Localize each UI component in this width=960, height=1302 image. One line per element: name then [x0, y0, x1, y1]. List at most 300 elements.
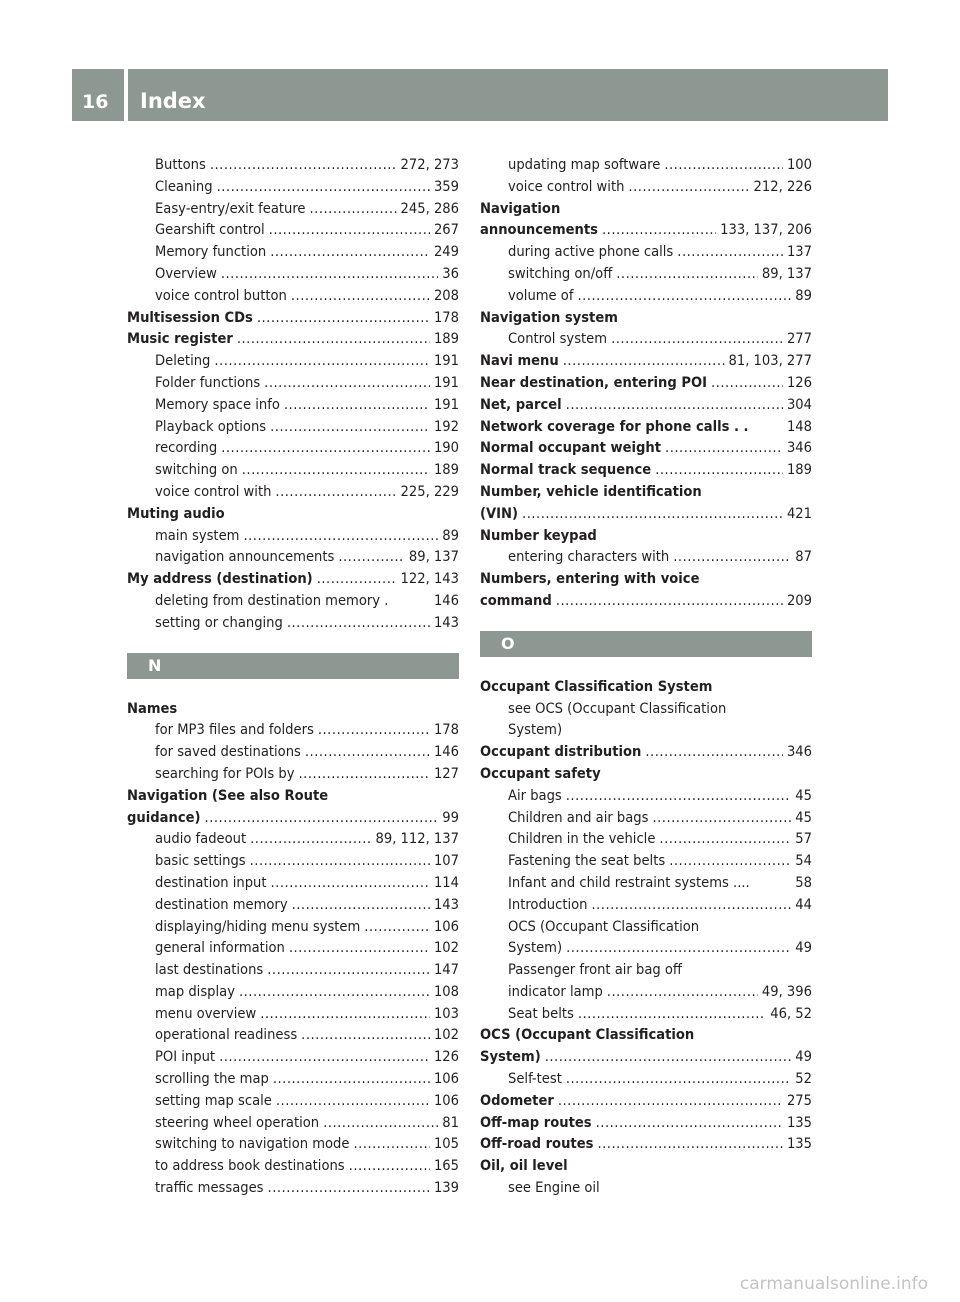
page-reference[interactable]: 139 — [433, 1179, 459, 1197]
page-reference[interactable]: 135 — [786, 1113, 812, 1131]
entry-text: Memory space info — [155, 395, 280, 413]
dot-leader — [270, 241, 430, 263]
page-number: 16 — [82, 91, 109, 113]
dot-leader — [267, 959, 430, 981]
dot-leader — [268, 1177, 430, 1199]
page-reference[interactable]: 89, 137 — [761, 264, 812, 282]
page-reference[interactable]: 178 — [433, 308, 459, 326]
entry-text: OCS (Occupant Classification — [508, 917, 700, 935]
index-subentry — [127, 916, 459, 938]
index-subentry — [127, 1155, 459, 1177]
page-reference[interactable]: 421 — [786, 504, 812, 522]
index-subentry — [480, 698, 812, 720]
dot-leader — [566, 394, 783, 416]
page-reference[interactable]: 133, 137, 206 — [720, 221, 812, 239]
entry-text: Deleting — [155, 352, 211, 370]
dot-leader — [287, 612, 430, 634]
page-reference[interactable]: 189 — [786, 461, 812, 479]
entry-text: searching for POIs by — [155, 764, 295, 782]
entry-text: guidance) — [127, 808, 201, 826]
entry-text: Memory function — [155, 243, 267, 261]
page-reference[interactable]: 277 — [786, 330, 812, 348]
page-reference[interactable]: 346 — [786, 439, 812, 457]
dot-leader — [628, 176, 749, 198]
entry-text: Number, vehicle identification — [480, 482, 702, 500]
dot-leader — [665, 437, 783, 459]
index-entry — [480, 1046, 812, 1068]
index-subentry — [480, 328, 812, 350]
index-subentry — [480, 263, 812, 285]
entry-text: indicator lamp — [508, 982, 603, 1000]
index-subentry — [127, 263, 459, 285]
entry-text: Overview — [155, 264, 217, 282]
index-subentry — [127, 719, 459, 741]
entry-text: Multisession CDs — [127, 308, 253, 326]
entry-text: Music register — [127, 330, 233, 348]
entry-text: Self-test — [508, 1070, 562, 1088]
entry-text: Muting audio — [127, 504, 225, 522]
index-subentry — [480, 828, 812, 850]
page-reference[interactable]: 146 — [433, 591, 459, 609]
dot-leader — [291, 285, 430, 307]
dot-leader — [243, 525, 438, 547]
page-reference[interactable]: 359 — [433, 177, 459, 195]
index-entry — [480, 525, 812, 547]
index-subentry — [480, 176, 812, 198]
page-reference[interactable]: 49 — [795, 1048, 812, 1066]
watermark: carmanualsonline.info — [739, 1274, 928, 1294]
dot-leader — [563, 350, 725, 372]
page-reference[interactable]: 89, 112, 137 — [375, 830, 459, 848]
header-divider — [124, 69, 128, 121]
page-reference[interactable]: 46, 52 — [770, 1004, 812, 1022]
page-reference[interactable]: 52 — [795, 1070, 812, 1088]
page-reference[interactable]: 127 — [433, 764, 459, 782]
dot-leader — [221, 437, 430, 459]
index-entry — [480, 459, 812, 481]
entry-text: Buttons — [155, 156, 206, 173]
entry-text: Numbers, entering with voice — [480, 570, 700, 588]
entry-text: Passenger front air bag off — [508, 961, 682, 979]
entry-text: Playback options — [155, 417, 267, 435]
page-reference[interactable]: 191 — [433, 373, 459, 391]
dot-leader — [664, 154, 783, 176]
entry-text: Children in the vehicle — [508, 830, 656, 848]
index-subentry — [127, 1046, 459, 1068]
entry-text: see Engine oil — [508, 1179, 600, 1197]
page-reference[interactable]: 49, 396 — [761, 982, 812, 1000]
entry-text: Names — [127, 699, 178, 717]
index-entry — [127, 568, 459, 590]
index-subentry — [480, 894, 812, 916]
entry-text: main system — [155, 526, 240, 544]
index-entry — [480, 1112, 812, 1134]
dot-leader — [353, 1133, 429, 1155]
page-reference[interactable]: 191 — [433, 395, 459, 413]
index-subentry — [127, 241, 459, 263]
index-entry — [480, 568, 812, 590]
entry-text: entering characters with — [508, 548, 670, 566]
dot-leader — [284, 394, 430, 416]
index-entry — [480, 763, 812, 785]
index-entry — [480, 372, 812, 394]
index-subentry — [480, 981, 812, 1003]
page-reference[interactable]: 100 — [786, 156, 812, 173]
index-subentry — [480, 916, 812, 938]
index-subentry — [127, 416, 459, 438]
entry-text: see OCS (Occupant Classification — [508, 699, 727, 717]
index-entry — [480, 503, 812, 525]
dot-leader — [669, 850, 791, 872]
index-entry — [480, 198, 812, 220]
dot-leader — [607, 981, 758, 1003]
page-reference[interactable]: 212, 226 — [753, 177, 812, 195]
page-reference[interactable]: 192 — [433, 417, 459, 435]
page-reference[interactable]: 81 — [442, 1113, 459, 1131]
page-reference[interactable]: 49 — [795, 939, 812, 957]
dot-leader — [596, 1112, 783, 1134]
index-subentry — [480, 937, 812, 959]
index-subentry — [127, 763, 459, 785]
index-subentry — [480, 872, 812, 894]
page-reference[interactable]: 135 — [786, 1135, 812, 1153]
entry-text: Gearshift control — [155, 221, 265, 239]
dot-leader — [591, 894, 791, 916]
dot-leader — [655, 459, 783, 481]
page-reference[interactable]: 108 — [433, 982, 459, 1000]
page-reference[interactable]: 245, 286 — [400, 199, 459, 217]
entry-text: Cleaning — [155, 177, 213, 195]
entry-text: Fastening the seat belts — [508, 852, 666, 870]
index-subentry — [127, 981, 459, 1003]
page-reference[interactable]: 209 — [786, 591, 812, 609]
page-reference[interactable]: 45 — [795, 786, 812, 804]
entry-text: destination input — [155, 873, 267, 891]
entry-text: Occupant safety — [480, 764, 601, 782]
index-entry — [480, 1155, 812, 1177]
entry-text: Navigation (See also Route — [127, 786, 329, 804]
page-reference[interactable]: 106 — [433, 917, 459, 935]
dot-leader — [299, 763, 430, 785]
index-subentry — [127, 459, 459, 481]
index-subentry — [480, 241, 812, 263]
dot-leader — [221, 263, 438, 285]
dot-leader — [602, 219, 716, 241]
dot-leader — [250, 850, 430, 872]
index-subentry — [127, 1068, 459, 1090]
index-subentry — [480, 1068, 812, 1090]
dot-leader — [616, 263, 758, 285]
dot-leader — [577, 285, 791, 307]
index-subentry — [127, 176, 459, 198]
entry-text: navigation announcements — [155, 548, 335, 566]
page-reference[interactable]: 148 — [786, 417, 812, 435]
page-reference[interactable]: 190 — [433, 439, 459, 457]
dot-leader — [711, 372, 783, 394]
page-reference[interactable]: 102 — [433, 939, 459, 957]
entry-text: voice control button — [155, 286, 287, 304]
index-entry — [127, 307, 459, 329]
page-reference[interactable]: 102 — [433, 1026, 459, 1044]
dot-leader — [237, 328, 430, 350]
index-subentry — [480, 850, 812, 872]
page-reference[interactable]: 189 — [433, 330, 459, 348]
dot-leader — [264, 372, 430, 394]
entry-text: Children and air bags — [508, 808, 649, 826]
page-reference[interactable]: 267 — [433, 221, 459, 239]
index-entry — [480, 416, 812, 438]
page-reference[interactable]: 106 — [433, 1091, 459, 1109]
page-reference[interactable]: 146 — [433, 743, 459, 761]
dot-leader — [260, 1003, 430, 1025]
index-entry — [480, 394, 812, 416]
entry-text: audio fadeout — [155, 830, 247, 848]
dot-leader — [271, 872, 430, 894]
entry-text: last destinations — [155, 961, 264, 979]
index-entry — [127, 785, 459, 807]
index-subentry — [127, 612, 459, 634]
index-subentry — [127, 590, 459, 612]
dot-leader — [558, 1090, 783, 1112]
index-entry — [127, 328, 459, 350]
index-subentry — [127, 1112, 459, 1134]
dot-leader — [250, 828, 371, 850]
page-reference[interactable]: 36 — [442, 264, 459, 282]
index-subentry — [127, 894, 459, 916]
index-subentry — [127, 1090, 459, 1112]
entry-text: System) — [508, 721, 563, 739]
entry-text: Normal occupant weight — [480, 439, 662, 457]
dot-leader — [349, 1155, 430, 1177]
page-reference[interactable]: 249 — [433, 243, 459, 261]
dot-leader — [611, 328, 783, 350]
index-subentry — [127, 937, 459, 959]
entry-text: Odometer — [480, 1091, 554, 1109]
page-reference[interactable]: 272, 273 — [400, 156, 459, 173]
page-reference[interactable]: 189 — [433, 461, 459, 479]
page-reference[interactable]: 304 — [786, 395, 812, 413]
index-entry — [480, 1024, 812, 1046]
entry-text: OCS (Occupant Classification — [480, 1026, 695, 1044]
page-reference[interactable]: 99 — [442, 808, 459, 826]
entry-text: command — [480, 591, 552, 609]
index-subentry — [127, 154, 459, 176]
entry-text: steering wheel operation — [155, 1113, 320, 1131]
page-reference[interactable]: 54 — [795, 852, 812, 870]
dot-leader — [578, 1003, 766, 1025]
page-reference[interactable]: 143 — [433, 895, 459, 913]
entry-text: switching on — [155, 461, 238, 479]
page-reference[interactable]: 44 — [795, 895, 812, 913]
dot-leader — [673, 546, 791, 568]
index-entry — [480, 676, 812, 698]
page-reference[interactable]: 346 — [786, 743, 812, 761]
index-subentry — [127, 372, 459, 394]
index-subentry — [127, 828, 459, 850]
dot-leader — [305, 741, 430, 763]
entry-text: setting map scale — [155, 1091, 272, 1109]
index-subentry — [127, 1177, 459, 1199]
dot-leader — [301, 1024, 430, 1046]
page-reference[interactable]: 126 — [433, 1048, 459, 1066]
page-reference[interactable]: 178 — [433, 721, 459, 739]
index-subentry — [127, 546, 459, 568]
page-reference[interactable]: 165 — [433, 1157, 459, 1175]
index-entry — [480, 350, 812, 372]
entry-text: traffic messages — [155, 1179, 264, 1197]
dot-leader — [566, 937, 791, 959]
entry-text: System) — [480, 1048, 541, 1066]
index-entry — [480, 481, 812, 503]
page-reference[interactable]: 122, 143 — [400, 570, 459, 588]
index-entry — [480, 1133, 812, 1155]
index-subentry — [480, 546, 812, 568]
dot-leader — [205, 807, 439, 829]
entry-text: switching to navigation mode — [155, 1135, 350, 1153]
page-reference[interactable]: 275 — [786, 1091, 812, 1109]
dot-leader — [276, 1090, 430, 1112]
page-reference[interactable]: 58 — [795, 873, 812, 891]
index-subentry — [480, 785, 812, 807]
entry-text: for saved destinations — [155, 743, 301, 761]
index-subentry — [127, 350, 459, 372]
page-reference[interactable]: 107 — [433, 852, 459, 870]
page-reference[interactable]: 114 — [433, 873, 459, 891]
index-entry — [480, 219, 812, 241]
entry-text: Introduction — [508, 895, 588, 913]
entry-text: (VIN) — [480, 504, 519, 522]
dot-leader — [219, 1046, 430, 1068]
index-subentry — [127, 872, 459, 894]
dot-leader — [210, 154, 397, 176]
entry-text: voice control with — [155, 482, 272, 500]
dot-leader — [275, 481, 396, 503]
index-column-left — [127, 154, 459, 1199]
dot-leader — [364, 916, 430, 938]
page-reference[interactable]: 89, 137 — [408, 548, 459, 566]
index-subentry — [480, 1003, 812, 1025]
page-reference[interactable]: 87 — [795, 548, 812, 566]
page-reference[interactable]: 57 — [795, 830, 812, 848]
entry-text: Off-road routes — [480, 1135, 594, 1153]
index-entry — [480, 437, 812, 459]
page-reference[interactable]: 45 — [795, 808, 812, 826]
page-reference[interactable]: 225, 229 — [400, 482, 459, 500]
page-reference[interactable]: 143 — [433, 613, 459, 631]
entry-text: operational readiness — [155, 1026, 298, 1044]
page-reference[interactable]: 137 — [786, 243, 812, 261]
dot-leader — [270, 416, 430, 438]
index-subentry — [480, 807, 812, 829]
entry-text: recording — [155, 439, 218, 457]
entry-text: menu overview — [155, 1004, 257, 1022]
entry-text: voice control with — [508, 177, 625, 195]
index-subentry — [127, 1133, 459, 1155]
entry-text: general information — [155, 939, 285, 957]
entry-text: Navigation — [480, 199, 561, 217]
section-header: N — [127, 653, 459, 679]
index-subentry — [127, 285, 459, 307]
page-reference[interactable]: 103 — [433, 1004, 459, 1022]
index-subentry — [127, 198, 459, 220]
index-subentry — [480, 154, 812, 176]
index-subentry — [480, 959, 812, 981]
entry-text: scrolling the map — [155, 1070, 269, 1088]
page-reference[interactable]: 126 — [786, 373, 812, 391]
entry-text: deleting from destination memory . — [155, 591, 389, 609]
page-reference[interactable]: 89 — [795, 286, 812, 304]
index-column-right — [480, 154, 812, 1199]
page-reference[interactable]: 81, 103, 277 — [728, 352, 812, 370]
entry-text: Seat belts — [508, 1004, 574, 1022]
page-reference[interactable]: 208 — [433, 286, 459, 304]
dot-leader — [257, 307, 430, 329]
entry-text: Control system — [508, 330, 608, 348]
dot-leader — [242, 459, 430, 481]
entry-text: Normal track sequence — [480, 461, 652, 479]
page-reference[interactable]: 105 — [433, 1135, 459, 1153]
page-reference[interactable]: 89 — [442, 526, 459, 544]
dot-leader — [214, 350, 430, 372]
index-subentry — [480, 1177, 812, 1199]
entry-text: Infant and child restraint systems .... — [508, 873, 750, 891]
entry-text: to address book destinations — [155, 1157, 345, 1175]
section-header: O — [480, 631, 812, 657]
page-reference[interactable]: 191 — [433, 352, 459, 370]
page-reference[interactable]: 106 — [433, 1070, 459, 1088]
dot-leader — [323, 1112, 438, 1134]
page-title: Index — [140, 89, 206, 113]
index-entry — [480, 590, 812, 612]
dot-leader — [556, 590, 783, 612]
dot-leader — [269, 219, 430, 241]
entry-text: Occupant Classification System — [480, 677, 713, 695]
entry-text: Navi menu — [480, 352, 559, 370]
dot-leader — [652, 807, 791, 829]
index-subentry — [127, 959, 459, 981]
index-subentry — [127, 1003, 459, 1025]
index-subentry — [127, 394, 459, 416]
index-subentry — [127, 741, 459, 763]
page-reference[interactable]: 147 — [433, 961, 459, 979]
entry-text: Network coverage for phone calls . . — [480, 417, 749, 435]
entry-text: Folder functions — [155, 373, 261, 391]
entry-text: Off-map routes — [480, 1113, 592, 1131]
entry-text: Near destination, entering POI — [480, 373, 707, 391]
entry-text: Oil, oil level — [480, 1157, 568, 1175]
index-subentry — [127, 437, 459, 459]
index-entry — [127, 807, 459, 829]
entry-text: Navigation system — [480, 308, 618, 326]
dot-leader — [545, 1046, 792, 1068]
dot-leader — [566, 785, 792, 807]
entry-text: setting or changing — [155, 613, 283, 631]
dot-leader — [659, 828, 791, 850]
index-entry — [480, 307, 812, 329]
index-subentry — [480, 285, 812, 307]
entry-text: volume of — [508, 286, 574, 304]
entry-text: Number keypad — [480, 526, 597, 544]
entry-text: during active phone calls — [508, 243, 674, 261]
entry-text: announcements — [480, 221, 598, 239]
page-header — [72, 69, 888, 121]
entry-text: updating map software — [508, 156, 661, 173]
dot-leader — [522, 503, 783, 525]
dot-leader — [645, 741, 783, 763]
entry-text: Occupant distribution — [480, 743, 642, 761]
dot-leader — [289, 937, 430, 959]
dot-leader — [318, 719, 430, 741]
